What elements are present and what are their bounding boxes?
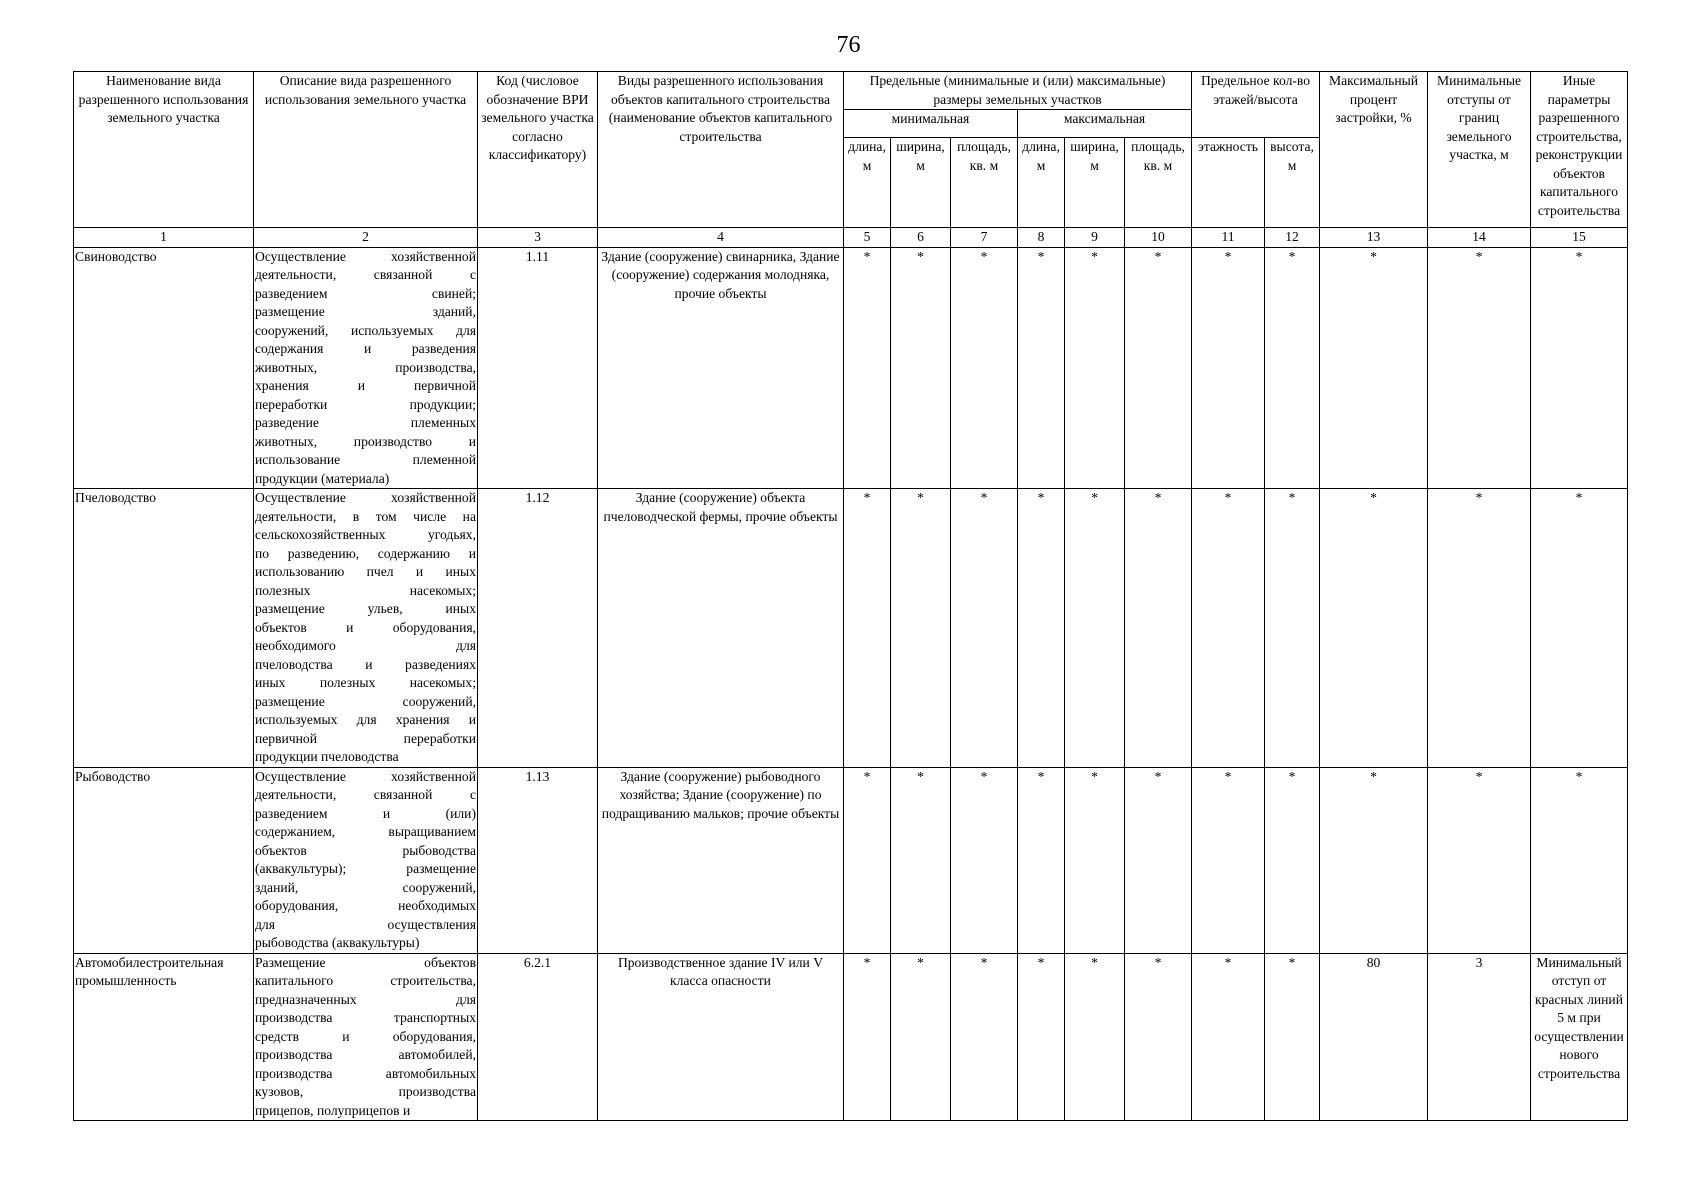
object-types-cell: Здание (сооружение) рыбоводного хозяйства; Здание (сооружение) по подращиванию мальков; прочие объекты (598, 767, 844, 953)
floors-cell: * (1192, 247, 1265, 489)
min-setback-cell: * (1428, 489, 1531, 768)
column-number: 3 (478, 228, 598, 248)
description-line: сооружений, используемых для (255, 322, 476, 338)
header-height: высота, м (1265, 138, 1320, 228)
use-description-cell (254, 767, 478, 953)
header-min-setbacks: Минимальные отступы от границ земельного участка, м (1428, 72, 1531, 228)
description-line: содержанием, выращиванием (255, 824, 476, 839)
header-code: Код (числовое обозначение ВРИ земельного участка согласно классификатору) (478, 72, 598, 228)
description-line: деятельности, связанной с (255, 267, 476, 282)
column-number: 9 (1065, 228, 1125, 248)
description-line: объектов и оборудования, (255, 619, 476, 635)
description-line: использованию пчел и иных (255, 564, 476, 579)
height-cell: * (1265, 767, 1320, 953)
max-width-cell: * (1065, 489, 1125, 768)
header-floors-height: Предельное кол-во этажей/высота (1192, 72, 1320, 138)
use-name-cell: Пчеловодство (74, 489, 254, 768)
description-line: разведение племенных (255, 415, 476, 430)
max-width-cell: * (1065, 953, 1125, 1121)
min-length-cell: * (844, 247, 891, 489)
description-line: животных, производства, (255, 359, 476, 375)
max-width-cell: * (1065, 247, 1125, 489)
header-object-types: Виды разрешенного использования объектов капитального строительства (наименование объектов капитального строительства (598, 72, 844, 228)
description-line: полезных насекомых; (255, 582, 476, 598)
use-name-cell: Автомобилестроительная промышленность (74, 953, 254, 1121)
description-line: Осуществление хозяйственной (255, 248, 476, 264)
column-number: 13 (1320, 228, 1428, 248)
min-area-cell: * (951, 767, 1018, 953)
height-cell: * (1265, 489, 1320, 768)
column-number: 14 (1428, 228, 1531, 248)
table-row (74, 489, 1628, 768)
floors-cell: * (1192, 953, 1265, 1121)
max-build-percent-cell: * (1320, 489, 1428, 768)
description-line: необходимого для (255, 638, 476, 653)
other-params-cell: * (1531, 247, 1628, 489)
description-line: животных, производство и (255, 433, 476, 449)
column-number: 15 (1531, 228, 1628, 248)
description-line: размещение сооружений, (255, 693, 476, 709)
column-number: 7 (951, 228, 1018, 248)
description-line: рыбоводства (аквакультуры) (255, 935, 420, 950)
page-number: 76 (836, 32, 861, 58)
description-line: кузовов, производства (255, 1084, 476, 1099)
min-area-cell: * (951, 489, 1018, 768)
header-floors: этажность (1192, 138, 1265, 228)
use-description-cell (254, 953, 478, 1121)
column-number: 4 (598, 228, 844, 248)
use-description-cell (254, 247, 478, 489)
description-line: Осуществление хозяйственной (255, 490, 476, 505)
description-line: производства автомобильных (255, 1065, 476, 1081)
max-width-cell: * (1065, 767, 1125, 953)
description-line: Осуществление хозяйственной (255, 768, 476, 784)
use-description-cell (254, 489, 478, 768)
height-cell: * (1265, 953, 1320, 1121)
min-setback-cell: * (1428, 767, 1531, 953)
description-line: производства автомобилей, (255, 1047, 476, 1062)
header-max-area: площадь, кв. м (1125, 138, 1192, 228)
min-width-cell: * (891, 767, 951, 953)
description-line: по разведению, содержанию и (255, 545, 476, 561)
description-line: иных полезных насекомых; (255, 675, 476, 690)
floors-cell: * (1192, 489, 1265, 768)
description-line: продукции пчеловодства (255, 749, 399, 764)
description-line: деятельности, связанной с (255, 787, 476, 802)
min-length-cell: * (844, 953, 891, 1121)
floors-cell: * (1192, 767, 1265, 953)
code-cell: 1.13 (478, 767, 598, 953)
description-line: использование племенной (255, 452, 476, 467)
header-min-width: ширина, м (891, 138, 951, 228)
min-length-cell: * (844, 767, 891, 953)
other-params-cell: Минимальный отступ от красных линий 5 м при осуществлении нового строительства (1531, 953, 1628, 1121)
description-line: содержания и разведения (255, 341, 476, 356)
description-line: первичной переработки (255, 730, 476, 746)
header-max-build-percent: Максимальный процент застройки, % (1320, 72, 1428, 228)
description-line: средств и оборудования, (255, 1028, 476, 1044)
description-line: переработки продукции; (255, 396, 476, 412)
max-area-cell: * (1125, 767, 1192, 953)
header-plot-size-limits: Предельные (минимальные и (или) максимальные) размеры земельных участков (844, 72, 1192, 110)
description-line: продукции (материала) (255, 470, 390, 486)
height-cell: * (1265, 247, 1320, 489)
use-name-cell: Рыбоводство (74, 767, 254, 953)
table-row (74, 767, 1628, 953)
min-setback-cell: 3 (1428, 953, 1531, 1121)
description-line: капитального строительства, (255, 973, 476, 988)
other-params-cell: * (1531, 767, 1628, 953)
header-use-description: Описание вида разрешенного использования земельного участка (254, 72, 478, 228)
min-setback-cell: * (1428, 247, 1531, 489)
max-area-cell: * (1125, 489, 1192, 768)
table-row (74, 247, 1628, 489)
description-line: объектов рыбоводства (255, 842, 476, 858)
column-number: 8 (1018, 228, 1065, 248)
description-line: предназначенных для (255, 991, 476, 1007)
table-row (74, 953, 1628, 1121)
max-length-cell: * (1018, 489, 1065, 768)
land-use-table (73, 71, 1628, 1121)
max-area-cell: * (1125, 247, 1192, 489)
column-number: 11 (1192, 228, 1265, 248)
header-maximum: максимальная (1018, 110, 1192, 138)
description-line: прицепов, полуприцепов и (255, 1102, 411, 1118)
header-min-area: площадь, кв. м (951, 138, 1018, 228)
object-types-cell: Здание (сооружение) свинарника, Здание (сооружение) содержания молодняка, прочие объекты (598, 247, 844, 489)
object-types-cell: Производственное здание IV или V класса опасности (598, 953, 844, 1121)
other-params-cell: * (1531, 489, 1628, 768)
description-line: сельскохозяйственных угодьях, (255, 527, 476, 542)
description-line: (аквакультуры); размещение (255, 861, 476, 876)
description-line: Размещение объектов (255, 954, 476, 970)
description-line: разведением свиней; (255, 285, 476, 301)
max-area-cell: * (1125, 953, 1192, 1121)
column-number: 12 (1265, 228, 1320, 248)
description-line: деятельности, в том числе на (255, 508, 476, 524)
table-header (74, 72, 1628, 248)
description-line: размещение ульев, иных (255, 601, 476, 616)
description-line: для осуществления (255, 916, 476, 932)
description-line: производства транспортных (255, 1010, 476, 1025)
description-line: хранения и первичной (255, 378, 476, 393)
object-types-cell: Здание (сооружение) объекта пчеловодческой фермы, прочие объекты (598, 489, 844, 768)
description-line: используемых для хранения и (255, 712, 476, 727)
column-number: 5 (844, 228, 891, 248)
code-cell: 6.2.1 (478, 953, 598, 1121)
column-number: 2 (254, 228, 478, 248)
max-length-cell: * (1018, 767, 1065, 953)
description-line: оборудования, необходимых (255, 898, 476, 913)
header-minimum: минимальная (844, 110, 1018, 138)
min-length-cell: * (844, 489, 891, 768)
column-number: 1 (74, 228, 254, 248)
description-line: разведением и (или) (255, 805, 476, 821)
min-width-cell: * (891, 247, 951, 489)
header-other-params: Иные параметры разрешенного строительства, реконструкции объектов капитального строительства (1531, 72, 1628, 228)
min-width-cell: * (891, 953, 951, 1121)
max-build-percent-cell: * (1320, 247, 1428, 489)
column-number: 10 (1125, 228, 1192, 248)
use-name-cell: Свиноводство (74, 247, 254, 489)
code-cell: 1.11 (478, 247, 598, 489)
code-cell: 1.12 (478, 489, 598, 768)
max-build-percent-cell: 80 (1320, 953, 1428, 1121)
header-use-name: Наименование вида разрешенного использования земельного участка (74, 72, 254, 228)
table-body (74, 247, 1628, 1121)
column-number: 6 (891, 228, 951, 248)
max-length-cell: * (1018, 953, 1065, 1121)
header-max-width: ширина, м (1065, 138, 1125, 228)
description-line: зданий, сооружений, (255, 879, 476, 895)
min-area-cell: * (951, 247, 1018, 489)
max-build-percent-cell: * (1320, 767, 1428, 953)
min-width-cell: * (891, 489, 951, 768)
header-max-length: длина, м (1018, 138, 1065, 228)
description-line: размещение зданий, (255, 304, 476, 319)
max-length-cell: * (1018, 247, 1065, 489)
column-numbers-row (74, 228, 1628, 248)
min-area-cell: * (951, 953, 1018, 1121)
header-min-length: длина, м (844, 138, 891, 228)
description-line: пчеловодства и разведениях (255, 656, 476, 672)
